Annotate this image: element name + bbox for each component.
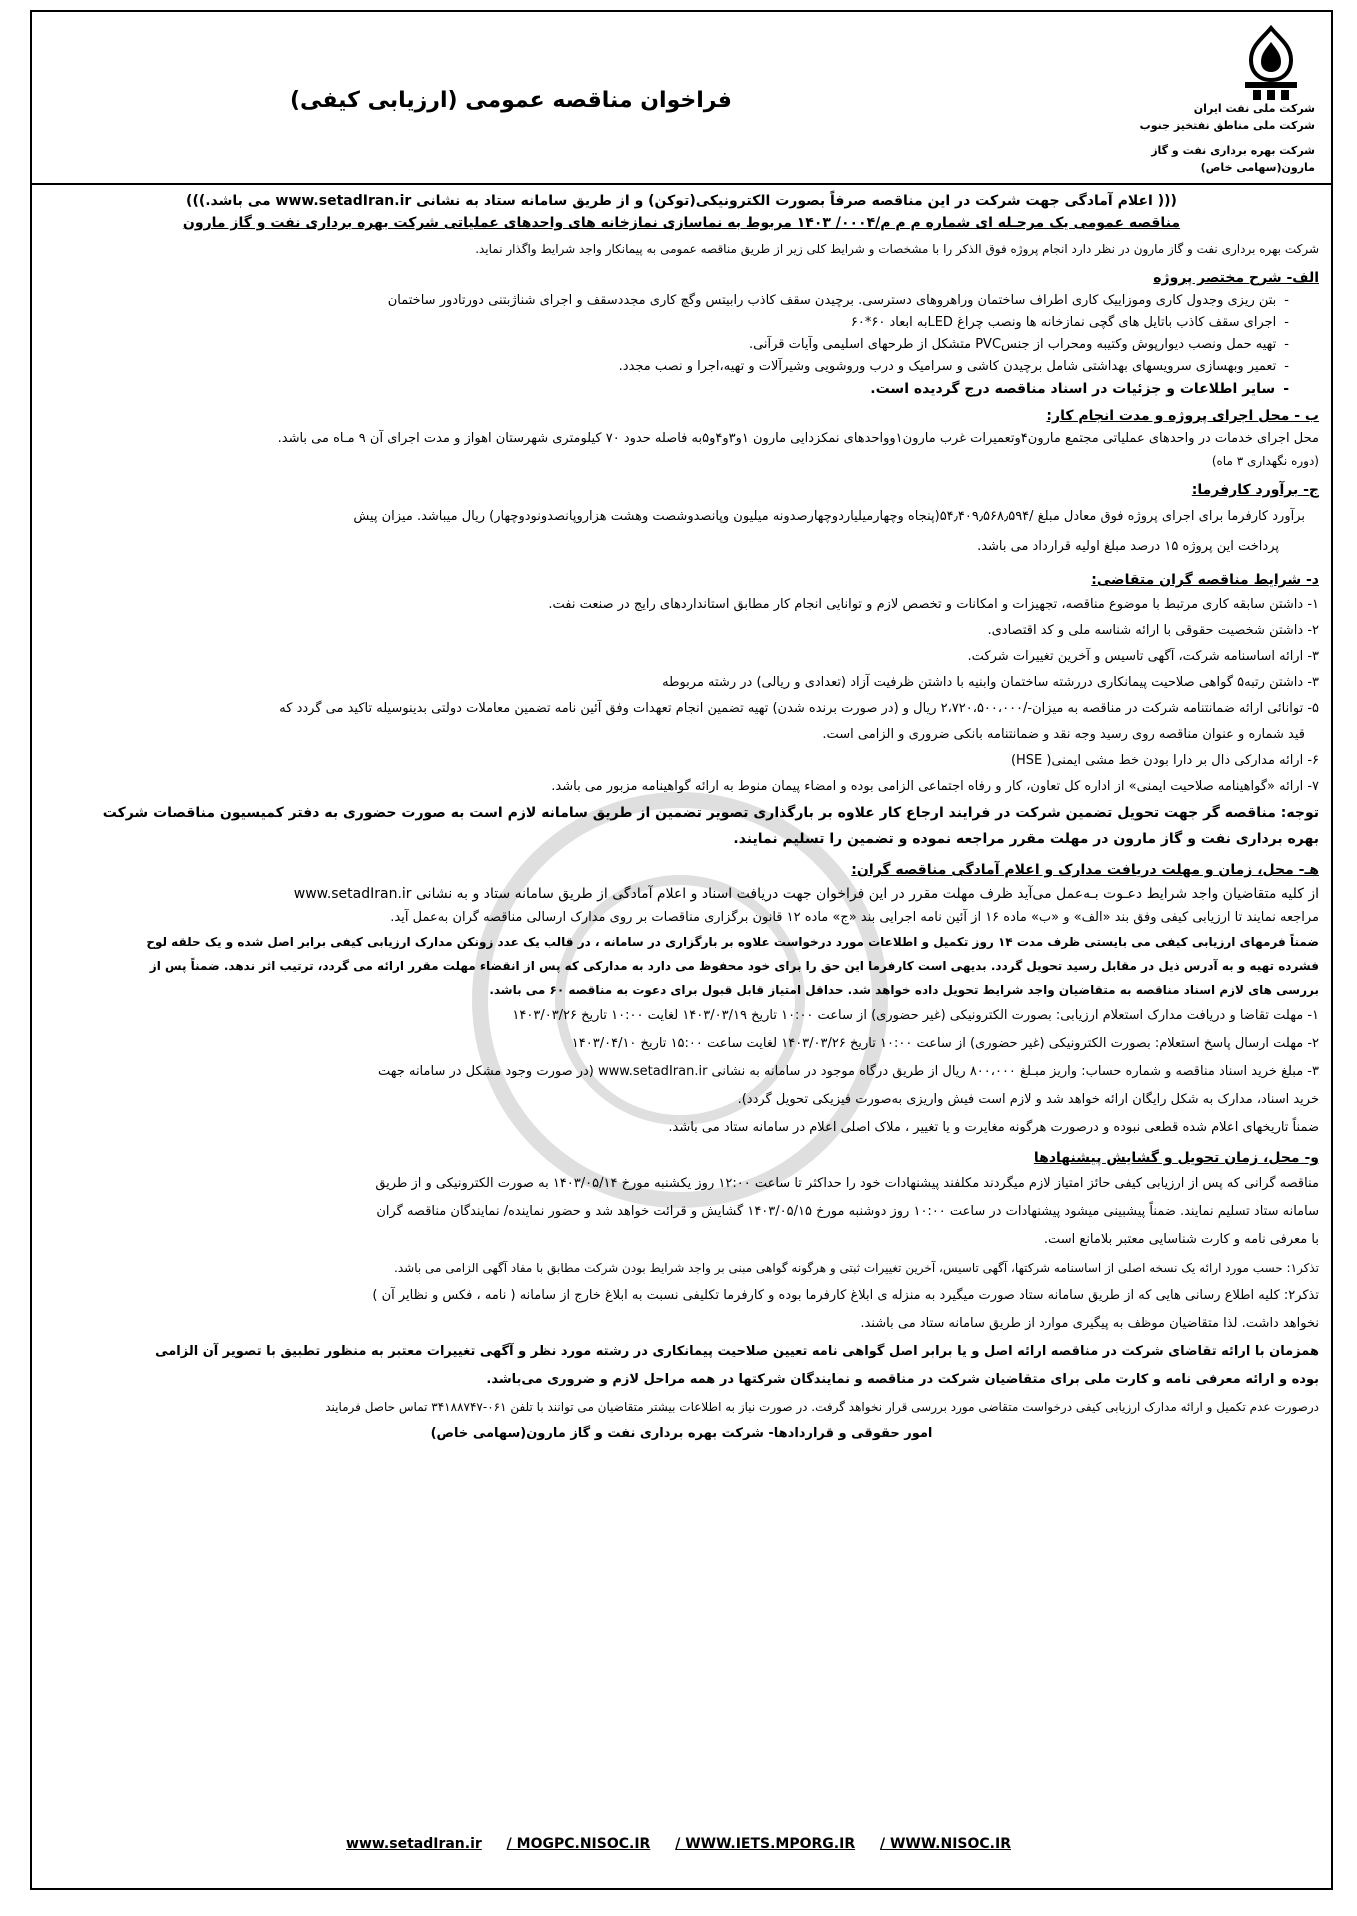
- section-d-item: ۷- ارائه «گواهینامه صلاحیت ایمنی» از اداره کل تعاون، کار و رفاه اجتماعی الزامی بوده و امضاء پیمان منوط به ارائه گواهینامه مزبور می باشد.: [551, 779, 1319, 794]
- section-a-item: - تعمیر وبهسازی سرویسهای بهداشتی شامل برچیدن کاشی و سرامیک و درب وروشویی وشیرآلات و تهیه،اجرا و نصب مجدد.: [44, 356, 1319, 378]
- section-d-item: ۶- ارائه مدارکی دال بر دارا بودن خط مشی ایمنی( HSE): [1010, 753, 1319, 768]
- footer-links: [0, 1836, 1357, 1852]
- section-d-heading: د- شرایط مناقصه گران متقاضی:: [1091, 572, 1319, 588]
- section-v-note-1: تذکر۱: حسب مورد ارائه یک نسخه اصلی از اساسنامه شرکتها، آگهی تاسیس، آخرین تغییرات ثبتی و هرگونه گواهی مبنی بر واجد شرایط بودن شرکت مطابق با مفاد آگهی الزامی می باشد.: [394, 1261, 1319, 1275]
- section-c-heading: ج- برآورد کارفرما:: [1191, 482, 1319, 498]
- section-v-note-2a: تذکر۲: کلیه اطلاع رسانی هایی که از طریق سامانه ستاد صورت میگیرد به منزله ی ابلاغ کارفرما بوده و کارفرما تکلیفی نسبت به ابلاغ خارج از سامانه ( نامه ، فکس و نظایر آن ): [372, 1288, 1319, 1303]
- section-v-note-2b: نخواهد داشت. لذا متقاضیان موظف به پیگیری موارد از طریق سامانه ستاد می باشند.: [860, 1316, 1319, 1331]
- section-v-bold-2: بوده و ارائه معرفی نامه و کارت ملی برای متقاضیان شرکت در مناقصه و نمایندگان شرکتها در همه مراحل لازم و ضروری می‌باشد.: [486, 1372, 1319, 1387]
- signature: امور حقوقی و قراردادها- شرکت بهره برداری نفت و گاز مارون(سهامی خاص): [430, 1426, 933, 1441]
- section-d-item: قید شماره و عنوان مناقصه روی رسید وجه نقد و ضمانتنامه بانکی ضروری و الزامی است.: [822, 727, 1305, 742]
- company-line-1: شرکت ملی نفت ایران: [1193, 102, 1315, 115]
- section-h-p4: فشرده تهیه و به آدرس ذیل در مقابل رسید تحویل گردد. بدیهی است کارفرما این حق را برای خود محفوظ می دارد به مدارکی که پس از انقضاء مهلت مقرر ارائه می گردد، ترتیب اثر ندهد. ضمناً پس از: [149, 959, 1319, 973]
- section-a-item: - اجرای سقف کاذب باتایل های گچی نمازخانه ها ونصب چراغ LEDبه ابعاد ۶۰*۶۰: [44, 312, 1319, 334]
- company-block: [1115, 100, 1315, 176]
- section-d-item: ۳- ارائه اساسنامه شرکت، آگهی تاسیس و آخرین تغییرات شرکت.: [967, 649, 1319, 664]
- section-v-p2: سامانه ستاد تسلیم نمایند. ضمناً پیشبینی میشود پیشنهادات در ساعت ۱۰:۰۰ روز دوشنبه مورخ ۱۴۰۳/۰۵/۱۵ گشایش و قرائت خواهد شد و حضور نماینده/ نمایندگان مناقصه گران: [376, 1204, 1319, 1219]
- footer-link-nisoc[interactable]: / WWW.NISOC.IR: [879, 1836, 1011, 1852]
- section-d-note-2: بهره برداری نفت و گاز مارون در مهلت مقرر مراجعه نموده و تضمین را تسلیم نمایند.: [733, 831, 1319, 847]
- section-h-p2: مراجعه نمایند تا ارزیابی کیفی وفق بند «الف» و «ب» ماده ۱۶ از آئین نامه اجرایی بند «ج» ماده ۱۲ قانون برگزاری مناقصات بر روی مدارک ارسالی مناقصه گران به‌عمل آید.: [390, 910, 1319, 925]
- section-v-bold-1: همزمان با ارائه تقاضای شرکت در مناقصه ارائه اصل و یا برابر اصل گواهی نامه تعیین صلاحیت پیمانکاری در رشته مورد نظر و آگهی تغییرات معتبر به منظور تطبیق با تصویر آن الزامی: [155, 1344, 1319, 1359]
- section-d-item: ۵- توانائی ارائه ضمانتنامه شرکت در مناقصه به میزان-/۲،۷۲۰،۵۰۰،۰۰۰ ریال و (در صورت برنده شدن) تهیه تضمین انجام تعهدات وفق آئین نامه تضمین معاملات دولتی بدینوسیله تاکید می گردد که: [279, 701, 1319, 716]
- section-a-item: - تهیه حمل ونصب دیوارپوش وکتیبه ومحراب از جنسPVC متشکل از طرحهای اسلیمی وآیات قرآنی.: [44, 334, 1319, 356]
- section-h-list-3a: ۳- مبلغ خرید اسناد مناقصه و شماره حساب: واریز مبـلغ ۸۰۰،۰۰۰ ریال از طریق درگاه موجود در سامانه به نشانی www.setadIran.ir (در صورت وجود مشکل در سامانه جهت: [378, 1064, 1319, 1079]
- footer-link-iets[interactable]: / WWW.IETS.MPORG.IR: [675, 1836, 856, 1852]
- section-a-item: - بتن ریزی وجدول کاری وموزاییک کاری اطراف ساختمان وراهروهای دسترسی. برچیدن سقف کاذب رابیتس وگچ کاری مجددسقف و اجرای شناژبتنی دورتادور ساختمان: [44, 290, 1319, 312]
- section-b-note: (دوره نگهداری ۳ ماه): [1211, 454, 1319, 468]
- page-title: فراخوان مناقصه عمومی (ارزیابی کیفی): [290, 88, 732, 113]
- section-c-line-1: برآورد کارفرما برای اجرای پروژه فوق معادل مبلغ /۵۴٫۴۰۹٫۵۶۸٫۵۹۴(پنجاه وچهارمیلیاردوچهارصدونه میلیون وپانصدوشصت وهشت هزاروپانصدونودوچهار) ریال میباشد. میزان پیش: [353, 509, 1305, 524]
- footer-link-setad[interactable]: www.setadIran.ir: [346, 1836, 482, 1852]
- section-h-p6: ضمناً تاریخهای اعلام شده قطعی نبوده و درصورت هرگونه مغایرت و یا تغییر ، ملاک اصلی اعلام در سامانه ستاد می باشد.: [668, 1120, 1319, 1135]
- section-h-p5: بررسی های لازم اسناد مناقصه به متقاضیان واجد شرایط تحویل داده خواهد شد. حداقل امتیاز قابل قبول برای دعوت به مناقصه ۶۰ می باشد.: [489, 983, 1319, 997]
- section-d-item: ۳- داشتن رتبه۵ گواهی صلاحیت پیمانکاری دررشته ساختمان وابنیه با داشتن ظرفیت آزاد (تعدادی و ریالی) در رشته مربوطه: [662, 675, 1319, 690]
- section-c-line-2: پرداخت این پروژه ۱۵ درصد مبلغ اولیه قرارداد می باشد.: [977, 539, 1279, 554]
- section-h-p1: از کلیه متقاضیان واجد شرایط دعـوت بـه‌عمل می‌آید ظرف مهلت مقرر در این فراخوان جهت دریافت اسناد و اعلام آمادگی از طریق سامانه ستاد و به نشانی www.setadIran.ir: [293, 886, 1319, 902]
- intro-desc: شرکت بهره برداری نفت و گاز مارون در نظر دارد انجام پروژه فوق الذکر را با مشخصات و شرایط کلی زیر از طریق مناقصه عمومی به پیمانکار واجد شرایط واگذار نماید.: [475, 242, 1319, 256]
- section-v-contact: درصورت عدم تکمیل و ارائه مدارک ارزیابی کیفی درخواست متقاضی مورد بررسی قرار نخواهد گرفت. در صورت نیاز به اطلاعات بیشتر متقاضیان می توانند با تلفن ۰۶۱-۳۴۱۸۸۷۴۷ تماس حاصل فرمایند: [325, 1400, 1319, 1414]
- section-b-text: محل اجرای خدمات در واحدهای عملیاتی مجتمع مارون۴وتعمیرات غرب مارون۱وواحدهای نمکزدایی مارون ۱و۳و۴و۵به فاصله حدود ۷۰ کیلومتری شهرستان اهواز و مدت اجرای آن ۹ مـاه می باشد.: [277, 431, 1319, 446]
- document-header: [30, 10, 1333, 185]
- section-h-heading: هـ- محل، زمان و مهلت دریافت مدارک و اعلام آمادگی مناقصه گران:: [851, 862, 1319, 878]
- company-line-3: شرکت بهره برداری نفت و گاز مارون(سهامی خاص): [1151, 144, 1315, 174]
- document-body: [44, 188, 1319, 1448]
- section-h-list-2: ۲- مهلت ارسال پاسخ استعلام: بصورت الکترونیکی (غیر حضوری) از ساعت ۱۰:۰۰ تاریخ ۱۴۰۳/۰۳/۲۶ لغایت ساعت ۱۵:۰۰ تاریخ ۱۴۰۳/۰۴/۱۰: [571, 1036, 1319, 1051]
- section-d-item: ۱- داشتن سابقه کاری مرتبط با موضوع مناقصه، تجهیزات و امکانات و تخصص لازم و توانایی انجام کار مطابق استانداردهای رایج در صنعت نفت.: [548, 597, 1319, 612]
- section-h-list-1: ۱- مهلت تقاضا و دریافت مدارک استعلام ارزیابی: بصورت الکترونیکی (غیر حضوری) از ساعت ۱۰:۰۰ تاریخ ۱۴۰۳/۰۳/۱۹ لغایت ۱۰:۰۰ تاریخ ۱۴۰۳/۰۳/۲۶: [512, 1008, 1319, 1023]
- section-d-note-1: توجه: مناقصه گر جهت تحویل تضمین شرکت در فرایند ارجاع کار علاوه بر بارگذاری تصویر تضمین از طریق سامانه لازم است به صورت حضوری به دفتر کمیسیون مناقصات شرکت: [102, 805, 1319, 821]
- section-h-list-3b: خرید اسناد، مدارک به شکل رایگان ارائه خواهد شد و لازم است فیش واریزی به‌صورت فیزیکی تحویل گردد).: [737, 1092, 1319, 1107]
- section-v-p1: مناقصه گرانی که پس از ارزیابی کیفی حائز امتیاز لازم میگردند مکلفند پیشنهادات خود را حداکثر تا ساعت ۱۲:۰۰ روز یکشنبه مورخ ۱۴۰۳/۰۵/۱۴ به صورت الکترونیکی و از طریق: [375, 1176, 1319, 1191]
- section-v-p3: با معرفی نامه و کارت شناسایی معتبر بلامانع است.: [1043, 1232, 1319, 1247]
- footer-link-mogpc[interactable]: / MOGPC.NISOC.IR: [506, 1836, 651, 1852]
- intro-notice: ((( اعلام آمادگی جهت شرکت در این مناقصه صرفاً بصورت الکترونیکی(توکن) و از طریق سامانه ستاد به نشانی www.setadIran.ir می باشد.))): [186, 193, 1177, 209]
- section-d-item: ۲- داشتن شخصیت حقوقی با ارائه شناسه ملی و کد اقتصادی.: [987, 623, 1319, 638]
- section-h-p3: ضمناً فرمهای ارزیابی کیفی می بایستی ظرف مدت ۱۴ روز تکمیل و اطلاعات مورد درخواست علاوه بر بارگزاری در سامانه ، در قالب یک عدد زونکن مدارک ارزیابی کیفی برابر اصل شده و یک حلقه لوح: [146, 935, 1319, 949]
- nioc-logo: [1231, 22, 1311, 102]
- section-b-heading: ب - محل اجرای پروژه و مدت انجام کار:: [1046, 408, 1319, 424]
- intro-subject: مناقصه عمومی یک مرحـله ای شماره م م م/۰۰۰۴/ ۱۴۰۳ مربوط به نماسازی نمازخانه های واحدهای عملیاتی شرکت بهره برداری نفت و گاز مارون: [182, 215, 1181, 231]
- section-v-heading: و- محل، زمان تحویل و گشایش پیشنهادها: [1033, 1150, 1319, 1166]
- section-a-heading: الف- شرح مختصر پروژه: [1153, 270, 1319, 286]
- company-line-2: شرکت ملی مناطق نفتخیز جنوب: [1139, 119, 1315, 132]
- section-a-item: - سایر اطلاعات و جزئیات در اسناد مناقصه درج گردیده است.: [44, 378, 1319, 400]
